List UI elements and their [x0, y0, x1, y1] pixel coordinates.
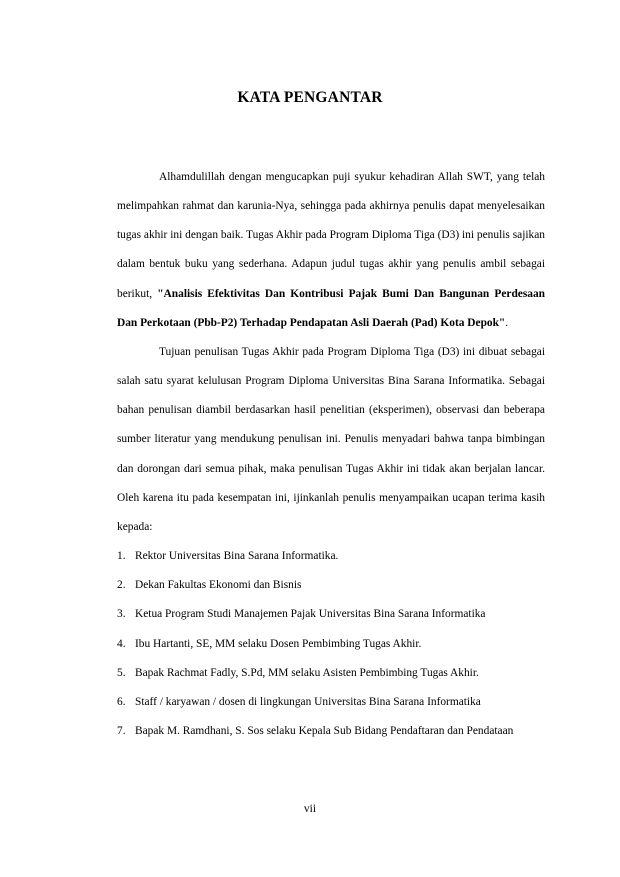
list-item-text: Staff / karyawan / dosen di lingkungan Universitas Bina Sarana Informatika — [135, 695, 481, 708]
list-item-text: Rektor Universitas Bina Sarana Informatika. — [135, 550, 339, 563]
body-text — [117, 163, 545, 746]
list-item — [117, 659, 545, 688]
list-item-number: 6. — [117, 695, 126, 708]
list-item — [117, 717, 545, 746]
list-item-text: Bapak Rachmat Fadly, S.Pd, MM selaku Asisten Pembimbing Tugas Akhir. — [135, 666, 479, 679]
intro-text-end: . — [505, 316, 509, 329]
intro-text: Alhamdulillah dengan mengucapkan puji syukur kehadiran Allah SWT, yang telah melimpahkan rahmat dan karunia-Nya, sehingga pada akhirnya penulis dapat menyelesaikan tugas akhir ini dengan baik. Tugas Akhir pada Program Diploma Tiga (D3) ini penulis sajikan dalam bentuk buku yang sederhana. Adapun judul tugas akhir yang penulis ambil sebagai berikut, — [117, 171, 545, 300]
list-item-text: Dekan Fakultas Ekonomi dan Bisnis — [135, 579, 302, 592]
list-item-text: Ketua Program Studi Manajemen Pajak Universitas Bina Sarana Informatika — [135, 608, 486, 621]
list-item-number: 2. — [117, 579, 126, 592]
list-item-number: 1. — [117, 550, 126, 563]
purpose-paragraph: Tujuan penulisan Tugas Akhir pada Program Diploma Tiga (D3) ini dibuat sebagai salah satu syarat kelulusan Program Diploma Universitas Bina Sarana Informatika. Sebagai bahan penulisan diambil berdasarkan hasil penelitian (eksperimen), observasi dan beberapa sumber literatur yang mendukung penulisan ini. Penulis menyadari bahwa tanpa bimbingan dan dorongan dari semua pihak, maka penulisan Tugas Akhir ini tidak akan berjalan lancar. Oleh karena itu pada kesempatan ini, ijinkanlah penulis menyampaikan ucapan terima kasih kepada: — [117, 345, 545, 533]
acknowledgement-list — [117, 542, 545, 746]
list-item — [117, 542, 545, 571]
list-item-number: 7. — [117, 724, 126, 737]
list-item-text: Ibu Hartanti, SE, MM selaku Dosen Pembimbing Tugas Akhir. — [135, 637, 422, 650]
list-item-number: 3. — [117, 608, 126, 621]
list-item-text: Bapak M. Ramdhani, S. Sos selaku Kepala Sub Bidang Pendaftaran dan Pendataan — [135, 724, 514, 737]
list-item — [117, 630, 545, 659]
page-number: vii — [303, 803, 317, 815]
list-item-number: 4. — [117, 637, 126, 650]
thesis-title: "Analisis Efektivitas Dan Kontribusi Pajak Bumi Dan Bangunan Perdesaan Dan Perkotaan (Pbb-P2) Terhadap Pendapatan Asli Daerah (Pad) Kota Depok" — [117, 287, 545, 329]
intro-paragraph — [117, 163, 545, 338]
list-item — [117, 600, 545, 629]
list-item — [117, 688, 545, 717]
page-title: KATA PENGANTAR — [237, 89, 383, 106]
list-item-number: 5. — [117, 666, 126, 679]
list-item — [117, 571, 545, 600]
